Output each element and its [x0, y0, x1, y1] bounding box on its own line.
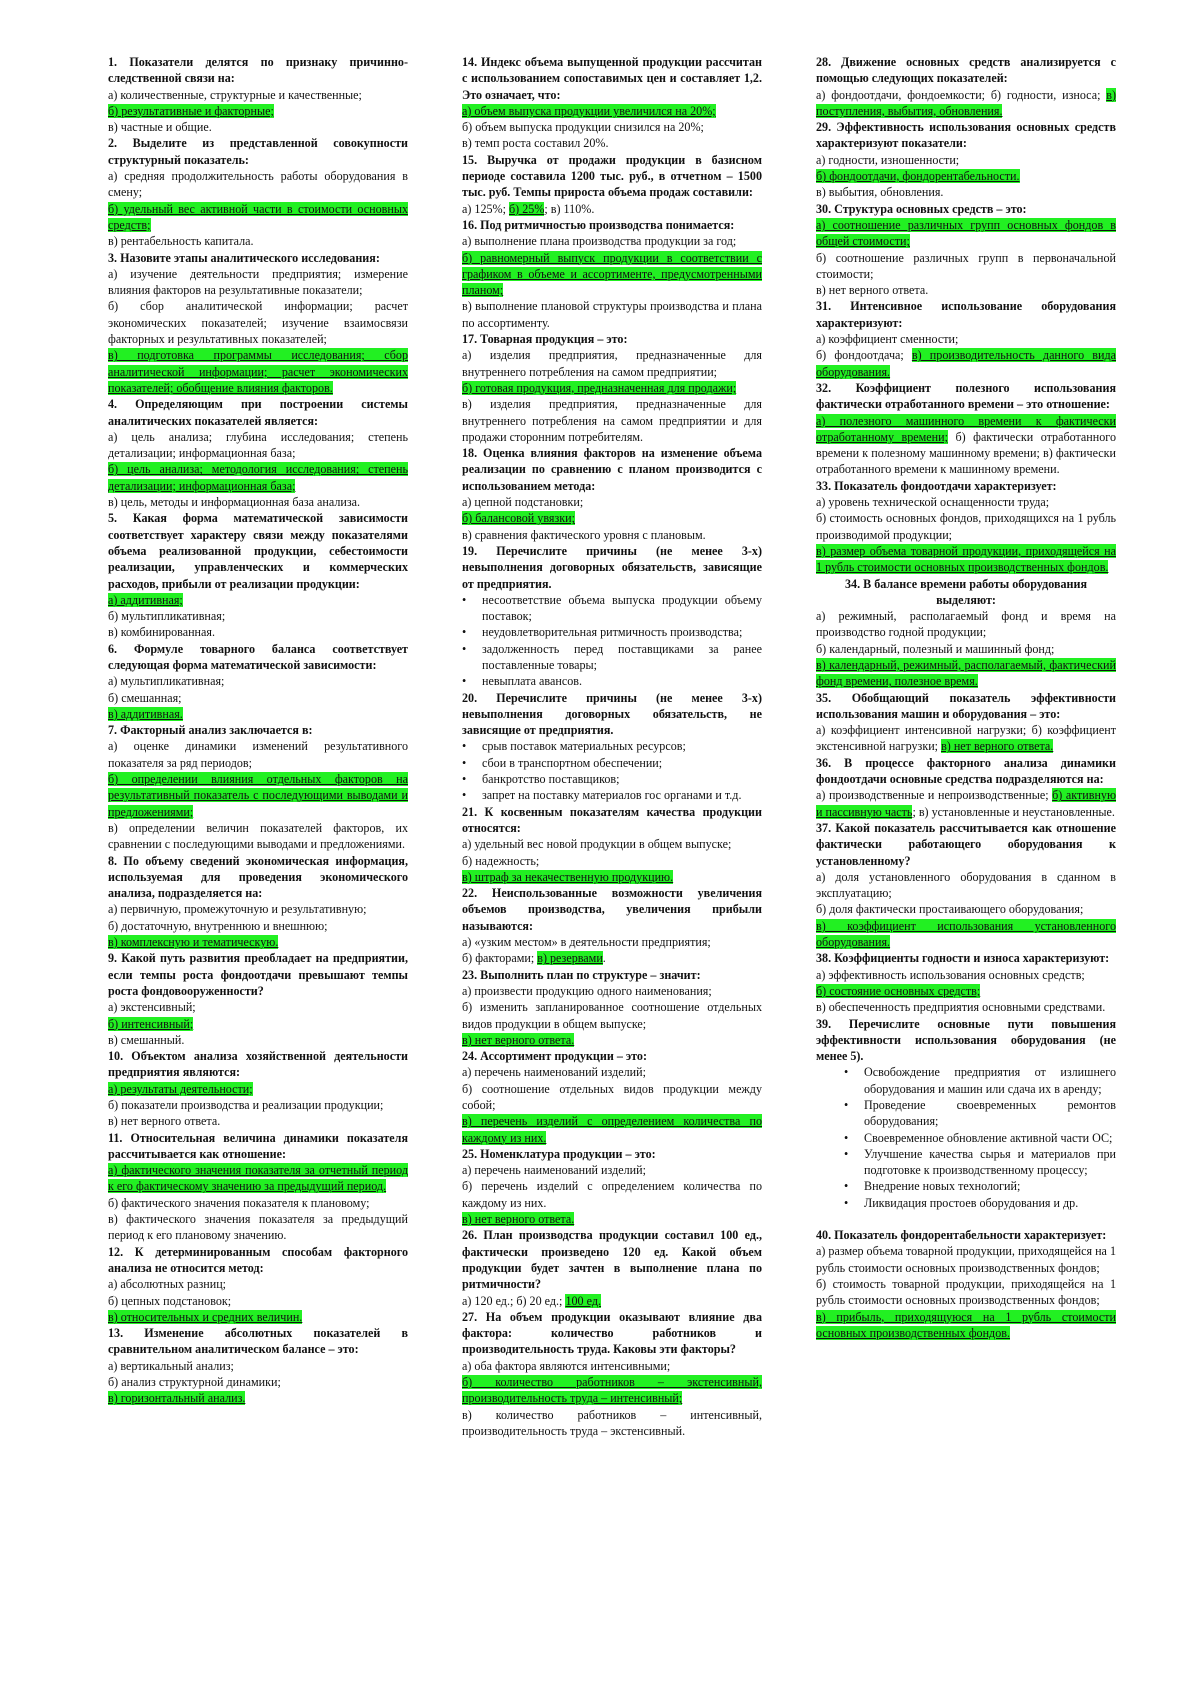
bullet-marker: • — [844, 1179, 849, 1194]
answer-option — [462, 1293, 762, 1309]
answer-text: б) достаточную, внутреннюю и внешнюю; — [108, 918, 328, 933]
answer-text: а) эффективность использования основных средств; — [816, 967, 1085, 982]
answer-option — [462, 1178, 762, 1211]
correct-answer-highlight: в) горизонтальный анализ. — [108, 1391, 246, 1406]
correct-answer — [816, 657, 1116, 690]
answer-text: а) выполнение плана производства продукции за год; — [462, 234, 737, 249]
correct-answer-highlight: в) нет верного ответа. — [941, 739, 1054, 754]
question-text: 24. Ассортимент продукции – это: — [462, 1049, 647, 1064]
answer-text: а) перечень наименований изделий; — [462, 1065, 646, 1080]
bullet-marker: • — [844, 1098, 849, 1112]
answer-text: а) экстенсивный; — [108, 1000, 196, 1015]
answer-fragment: б) факторами; — [462, 951, 538, 966]
bullet-item — [462, 641, 762, 674]
question-text: 40. Показатель фондорентабельности характеризует: — [816, 1228, 1107, 1243]
answer-option — [462, 396, 762, 445]
bullet-item — [844, 1064, 1116, 1097]
answer-option — [108, 1032, 408, 1048]
answer-option — [462, 1081, 762, 1114]
column-left — [108, 54, 408, 1698]
question-text: 23. Выполнить план по структуре – значит: — [462, 967, 701, 982]
bullet-marker: • — [844, 1065, 849, 1080]
answer-option — [108, 119, 408, 135]
answer-option — [108, 901, 408, 917]
question-text: 19. Перечислите причины (не менее 3-х) невыполнения договорных обязательств, зависящие от предприятия. — [462, 543, 762, 591]
correct-answer — [816, 983, 1116, 999]
answer-text: в) выбытия, обновления. — [816, 185, 944, 200]
correct-answer — [108, 1016, 408, 1032]
question-text: 3. Назовите этапы аналитического исследования: — [108, 250, 380, 265]
question-text: 7. Факторный анализ заключается в: — [108, 723, 313, 738]
answer-option — [108, 1358, 408, 1374]
answer-option — [816, 999, 1116, 1015]
correct-answer-highlight: в) поступления, выбытия, обновления. — [816, 87, 1116, 118]
question-text: 32. Коэффициент полезного использования фактически отработанного времени – это отношение: — [816, 380, 1116, 412]
correct-answer — [108, 347, 408, 396]
correct-answer-highlight: б) балансовой увязки; — [462, 511, 575, 526]
bullet-marker: • — [462, 739, 467, 754]
correct-answer-highlight: в) комплексную и тематическую. — [108, 935, 279, 950]
correct-answer-highlight: а) соотношение различных групп основных фондов в общей стоимости; — [816, 217, 1116, 249]
answer-text: а) перечень наименований изделий; — [462, 1163, 646, 1178]
correct-answer — [108, 1309, 408, 1325]
answer-fragment: а) 120 ед.; б) 20 ед.; — [462, 1293, 566, 1308]
correct-answer — [462, 1032, 762, 1048]
answer-text: а) изделия предприятия, предназначенные для внутреннего потребления на самом предприятии; — [462, 348, 762, 379]
answer-text: в) выполнение плановой структуры производства и плана по ассортименту. — [462, 299, 762, 330]
answer-option — [816, 494, 1116, 510]
answer-fragment: а) фондоотдачи, фондоемкости; б) годности, износа; — [816, 87, 1107, 102]
answer-text: б) смешанная; — [108, 690, 182, 705]
answer-text: б) соотношение отдельных видов продукции между собой; — [462, 1081, 762, 1112]
answer-text: в) рентабельность капитала. — [108, 234, 254, 249]
answer-option — [108, 1097, 408, 1113]
question-text: 37. Какой показатель рассчитывается как отношение фактически работающего оборудования к установленному? — [816, 820, 1116, 868]
answer-option — [462, 934, 762, 950]
correct-answer — [108, 1081, 408, 1097]
answer-text: а) коэффициент сменности; — [816, 332, 959, 347]
answer-text: в) изделия предприятия, предназначенные для внутреннего потребления на самом предприятии и для продажи сторонним потребителям. — [462, 397, 762, 444]
answer-option — [816, 347, 1116, 380]
bullet-marker: • — [844, 1146, 849, 1161]
answer-text: б) соотношение различных групп в первоначальной стоимости; — [816, 250, 1116, 281]
answer-text: а) произвести продукцию одного наименования; — [462, 983, 712, 998]
correct-answer-highlight: а) результаты деятельности; — [108, 1081, 253, 1096]
question-text: 10. Объектом анализа хозяйственной деятельности предприятия являются: — [108, 1049, 408, 1080]
correct-answer — [462, 250, 762, 299]
answer-option — [462, 527, 762, 543]
answer-option — [816, 282, 1116, 298]
question-text: 31. Интенсивное использование оборудования характеризуют: — [816, 299, 1116, 330]
answer-text: в) темп роста составил 20%. — [462, 136, 609, 151]
correct-answer — [108, 706, 408, 722]
answer-option — [462, 233, 762, 249]
answer-text: а) оценке динамики изменений результативного показателя за ряд периодов; — [108, 739, 408, 770]
bullet-item — [462, 755, 762, 771]
correct-answer-highlight: в) относительных и средних величин. — [108, 1309, 303, 1324]
answer-option — [816, 787, 1116, 820]
question-text: 34. В балансе времени работы оборудования выделяют: — [844, 576, 1088, 607]
bullet-item — [462, 624, 762, 640]
correct-answer-highlight: б) равномерный выпуск продукции в соответствии с графиком в объеме и ассортименте, предусмотренными планом; — [462, 250, 762, 298]
correct-answer-highlight: б) готовая продукция, предназначенная для продажи; — [462, 380, 737, 395]
answer-option — [816, 869, 1116, 902]
answer-text: а) годности, изношенности; — [816, 152, 960, 167]
answer-option — [462, 1358, 762, 1374]
answer-text: б) стоимость товарной продукции, приходящейся на 1 рубль стоимости основных производственных фондов; — [816, 1276, 1116, 1308]
answer-option — [108, 999, 408, 1015]
correct-answer — [462, 1113, 762, 1146]
answer-text: б) доля фактически простаивающего оборудования; — [816, 902, 1084, 917]
question-text: 18. Оценка влияния факторов на изменение объема реализации по сравнению с планом производится с использованием метода: — [462, 446, 762, 493]
answer-option — [462, 950, 762, 966]
answer-option — [462, 347, 762, 380]
correct-answer — [108, 103, 408, 119]
correct-answer-highlight: в) штраф за некачественную продукцию. — [462, 869, 674, 884]
correct-answer — [462, 1211, 762, 1227]
answer-option — [108, 233, 408, 249]
answer-fragment: . — [602, 951, 606, 966]
question-text: 1. Показатели делятся по признаку причинно-следственной связи на: — [108, 55, 408, 86]
correct-answer — [816, 918, 1116, 951]
bullet-text: Освобождение предприятия от излишнего оборудования и машин или сдача их в аренду; — [864, 1065, 1116, 1096]
bullet-text: неудовлетворительная ритмичность производства; — [482, 625, 743, 640]
answer-text: а) вертикальный анализ; — [108, 1358, 234, 1373]
answer-option — [108, 298, 408, 347]
answer-text: а) абсолютных разниц; — [108, 1277, 227, 1292]
question-text: 26. План производства продукции составил 100 ед., фактически произведено 120 ед. Какой объем продукции будет зачтен в выполнение плана по ритмичности? — [462, 1228, 762, 1292]
answer-option — [108, 690, 408, 706]
bullet-text: срыв поставок материальных ресурсов; — [482, 739, 686, 754]
answer-option — [462, 494, 762, 510]
question-text: 33. Показатель фондоотдачи характеризует: — [816, 478, 1057, 493]
bullet-item — [844, 1146, 1116, 1179]
answer-text: а) «узким местом» в деятельности предприятия; — [462, 935, 711, 950]
answer-option — [816, 87, 1116, 120]
answer-text: в) цель, методы и информационная база анализа. — [108, 495, 361, 510]
answer-fragment: ; в) установленные и неустановленные. — [912, 804, 1115, 819]
correct-answer — [816, 543, 1116, 576]
question-text: 39. Перечислите основные пути повышения эффективности использования оборудования (не менее 5). — [816, 1016, 1116, 1064]
correct-answer — [108, 934, 408, 950]
answer-option — [108, 429, 408, 462]
question-text: 35. Обобщающий показатель эффективности использования машин и оборудования – это: — [816, 690, 1116, 721]
question-text: 25. Номенклатура продукции – это: — [462, 1146, 656, 1161]
answer-fragment: а) 125%; — [462, 201, 510, 216]
answer-option — [108, 673, 408, 689]
answer-fragment: ; в) 110%. — [544, 201, 595, 216]
answer-fragment: а) коэффициент интенсивной нагрузки; б) коэффициент экстенсивной нагрузки; — [816, 723, 1116, 754]
answer-text: в) обеспеченность предприятия основными средствами. — [816, 1000, 1106, 1015]
answer-text: в) частные и общие. — [108, 120, 212, 135]
answer-text: б) мультипликативная; — [108, 609, 226, 624]
answer-text: а) количественные, структурные и качественные; — [108, 87, 362, 102]
correct-answer-highlight: а) фактического значения показателя за отчетный период к его фактическому значению за предыдущий период. — [108, 1163, 408, 1194]
answer-text: в) количество работников – интенсивный, производительность труда – экстенсивный. — [462, 1407, 762, 1438]
correct-answer-highlight: в) перечень изделий с определением количества по каждому из них. — [462, 1114, 762, 1145]
question-text: 6. Формуле товарного баланса соответствует следующая форма математической зависимости: — [108, 641, 408, 672]
bullet-marker: • — [844, 1195, 849, 1210]
bullet-item — [844, 1178, 1116, 1194]
column-middle — [462, 54, 762, 1698]
answer-option — [816, 250, 1116, 283]
correct-answer-highlight: б) определении влияния отдельных факторов на результативный показатель с последующими выводами и предложениями; — [108, 772, 408, 819]
answer-option — [108, 168, 408, 201]
bullet-marker: • — [462, 772, 467, 787]
answer-text: в) фактического значения показателя за предыдущий период к его плановому значению. — [108, 1212, 408, 1243]
answer-option — [108, 1374, 408, 1390]
correct-answer-highlight: б) количество работников – экстенсивный, производительность труда – интенсивный; — [462, 1375, 762, 1406]
question-text: 12. К детерминированным способам факторного анализа не относится метод: — [108, 1244, 408, 1275]
correct-answer — [462, 380, 762, 396]
answer-option — [816, 510, 1116, 543]
answer-text: а) средняя продолжительность работы оборудования в смену; — [108, 169, 408, 200]
answer-text: а) уровень технической оснащенности труда; — [816, 495, 1050, 510]
answer-text: б) показатели производства и реализации продукции; — [108, 1098, 384, 1112]
answer-text: б) надежность; — [462, 853, 540, 868]
answer-option — [108, 738, 408, 771]
answer-text: б) анализ структурной динамики; — [108, 1375, 281, 1390]
bullet-marker: • — [462, 592, 467, 607]
correct-answer-highlight: 100 ед. — [565, 1293, 602, 1308]
answer-option — [462, 298, 762, 331]
bullet-text: невыплата авансов. — [482, 674, 582, 689]
answer-text: а) оба фактора являются интенсивными; — [462, 1358, 671, 1373]
answer-text: а) размер объема товарной продукции, приходящейся на 1 рубль стоимости основных производственных фондов; — [816, 1244, 1116, 1275]
question-text: 20. Перечислите причины (не менее 3-х) невыполнения договорных обязательств, не зависящие от предприятия. — [462, 690, 762, 738]
correct-answer-highlight: в) резервами — [537, 951, 603, 966]
bullet-item — [462, 787, 762, 803]
answer-option — [108, 820, 408, 853]
correct-answer-highlight: б) результативные и факторные; — [108, 103, 274, 118]
bullet-item — [462, 673, 762, 689]
answer-option — [108, 1211, 408, 1244]
answer-option — [816, 641, 1116, 657]
answer-text: б) изменить запланированное соотношение отдельных видов продукции в общем выпуске; — [462, 1000, 762, 1031]
answer-option — [462, 1407, 762, 1440]
answer-option — [108, 608, 408, 624]
answer-text: а) цель анализа; глубина исследования; степень детализации; информационная база; — [108, 429, 408, 461]
answer-option — [108, 494, 408, 510]
correct-answer-highlight: б) цель анализа; методология исследования; степень детализации; информационная база; — [108, 462, 408, 493]
correct-answer-highlight: в) коэффициент использования установленного оборудования. — [816, 918, 1116, 950]
correct-answer-highlight: в) производительность данного вида оборудования. — [816, 348, 1116, 379]
correct-answer — [816, 168, 1116, 184]
answer-option — [462, 135, 762, 151]
bullet-item — [844, 1097, 1116, 1130]
bullet-text: запрет на поставку материалов гос органами и т.д. — [482, 788, 742, 803]
bullet-item — [844, 1195, 1116, 1211]
bullet-text: Внедрение новых технологий; — [864, 1179, 1021, 1194]
correct-answer — [462, 1374, 762, 1407]
answer-option — [816, 722, 1116, 755]
correct-answer-highlight: б) интенсивный; — [108, 1016, 194, 1031]
question-text: 14. Индекс объема выпущенной продукции рассчитан с использованием сопоставимых цен и составляет 1,2. Это означает, что: — [462, 55, 762, 102]
question-text: 27. На объем продукции оказывают влияние два фактора: количество работников и производительность труда. Каковы эти факторы? — [462, 1309, 762, 1357]
answer-option — [816, 152, 1116, 168]
answer-option — [108, 624, 408, 640]
answer-text: б) цепных подстановок; — [108, 1293, 232, 1308]
bullet-item — [462, 738, 762, 754]
correct-answer — [108, 1162, 408, 1195]
question-text: 30. Структура основных средств – это: — [816, 201, 1027, 216]
answer-option — [462, 999, 762, 1032]
bullet-marker: • — [462, 755, 467, 770]
answer-text: а) доля установленного оборудования в сданном в эксплуатацию; — [816, 869, 1116, 901]
answer-text: б) объем выпуска продукции снизился на 20%; — [462, 120, 704, 135]
correct-answer-highlight: б) фондоотдачи, фондорентабельности. — [816, 169, 1020, 184]
answer-fragment: б) фондоотдача; — [816, 348, 912, 363]
question-text: 38. Коэффициенты годности и износа характеризуют: — [816, 951, 1110, 966]
bullet-text: несоответствие объема выпуска продукции объему поставок; — [482, 592, 762, 624]
answer-text: б) календарный, полезный и машинный фонд; — [816, 641, 1055, 656]
answer-option — [462, 1162, 762, 1178]
answer-text: в) нет верного ответа. — [108, 1114, 221, 1129]
correct-answer-highlight: в) прибыль, приходящуюся на 1 рубль стоимости основных производственных фондов. — [816, 1309, 1116, 1340]
correct-answer — [108, 1390, 408, 1406]
bullet-item — [462, 592, 762, 625]
answer-text: в) смешанный. — [108, 1032, 185, 1047]
question-text: 17. Товарная продукция – это: — [462, 332, 628, 347]
correct-answer — [108, 771, 408, 820]
question-text: 36. В процессе факторного анализа динамики фондоотдачи основные средства подразделяются на: — [816, 755, 1116, 787]
bullet-marker: • — [844, 1130, 849, 1145]
question-text: 29. Эффективность использования основных средств характеризуют показатели: — [816, 120, 1116, 151]
column-right — [816, 54, 1116, 1698]
correct-answer-highlight: б) 25% — [509, 201, 545, 216]
answer-option — [816, 1276, 1116, 1309]
correct-answer — [462, 510, 762, 526]
question-text: 13. Изменение абсолютных показателей в сравнительном аналитическом балансе – это: — [108, 1326, 408, 1357]
answer-text: б) стоимость основных фондов, приходящихся на 1 рубль производимой продукции; — [816, 511, 1116, 542]
answer-text: а) первичную, промежуточную и результативную; — [108, 902, 367, 917]
answer-option — [816, 608, 1116, 641]
answer-option — [108, 1113, 408, 1129]
correct-answer — [462, 869, 762, 885]
correct-answer-highlight: б) активную и пассивную часть — [816, 788, 1116, 819]
correct-answer-highlight: в) календарный, режимный, располагаемый, фактический фонд времени, полезное время. — [816, 657, 1116, 689]
answer-option — [462, 836, 762, 852]
bullet-text: Проведение своевременных ремонтов оборудования; — [864, 1098, 1116, 1129]
question-text: 5. Какая форма математической зависимости соответствует характеру связи между показателями объема реализованной продукции, себестоимости реализации, управленческих и коммерческих расходов, прибыли от реализации продукции: — [108, 511, 408, 591]
bullet-text: Своевременное обновление активной части ОС; — [864, 1130, 1113, 1145]
question-text: 11. Относительная величина динамики показателя рассчитывается как отношение: — [108, 1130, 408, 1161]
bullet-marker: • — [462, 641, 467, 656]
answer-text: в) нет верного ответа. — [816, 283, 929, 298]
answer-text: б) перечень изделий с определением количества по каждому из них. — [462, 1179, 762, 1210]
answer-option — [816, 184, 1116, 200]
question-text: 22. Неиспользованные возможности увеличения объемов производства, увеличения прибыли называются: — [462, 886, 762, 933]
bullet-item — [844, 1130, 1116, 1146]
answer-text: в) сравнения фактического уровня с плановым. — [462, 527, 706, 542]
answer-text: а) изучение деятельности предприятия; измерение влияния факторов на результативные показатели; — [108, 266, 408, 298]
bullet-text: Улучшение качества сырья и материалов при подготовке к производственному процессу; — [864, 1146, 1116, 1178]
bullet-text: банкротство поставщиков; — [482, 772, 620, 787]
correct-answer — [462, 103, 762, 119]
bullet-text: Ликвидация простоев оборудования и др. — [864, 1195, 1079, 1210]
answer-option — [462, 1064, 762, 1080]
answer-text: б) сбор аналитической информации; расчет экономических показателей; изучение взаимосвязи факторных и результативных показателей; — [108, 299, 408, 347]
answer-text: а) удельный вес новой продукции в общем выпуске; — [462, 837, 732, 852]
answer-option — [462, 201, 762, 217]
bullet-marker: • — [462, 788, 467, 803]
answer-text: а) мультипликативная; — [108, 674, 225, 689]
answer-fragment: б) фактически отработанного времени к полезному машинному времени; в) фактически отработанного времени к машинному времени. — [816, 429, 1116, 477]
answer-text: в) определении величин показателей факторов, их сравнении с последующими выводами и предложениями. — [108, 820, 408, 852]
answer-option — [816, 1243, 1116, 1276]
question-text: 2. Выделите из представленной совокупности структурный показатель: — [108, 136, 408, 167]
answer-option — [816, 967, 1116, 983]
answer-text: б) фактического значения показателя к плановому; — [108, 1195, 370, 1210]
correct-answer-highlight: а) объем выпуска продукции увеличился на 20%; — [462, 103, 716, 118]
answer-option — [108, 1195, 408, 1211]
correct-answer-highlight: в) нет верного ответа. — [462, 1032, 575, 1047]
answer-option — [108, 266, 408, 299]
bullet-marker: • — [462, 625, 467, 640]
answer-option — [816, 901, 1116, 917]
answer-option — [108, 1293, 408, 1309]
question-text: 28. Движение основных средств анализируется с помощью следующих показателей: — [816, 55, 1116, 86]
answer-option — [816, 331, 1116, 347]
correct-answer — [108, 461, 408, 494]
question-text: 16. Под ритмичностью производства понимается: — [462, 217, 735, 232]
question-text: 4. Определяющим при построении системы аналитических показателей является: — [108, 397, 408, 428]
bullet-text: задолженность перед поставщиками за ранее поставленные товары; — [482, 641, 762, 672]
answer-text: а) цепной подстановки; — [462, 495, 584, 510]
answer-option — [108, 1276, 408, 1292]
correct-answer-highlight: в) нет верного ответа. — [462, 1212, 575, 1227]
question-text: 8. По объему сведений экономическая информация, используемая для проведения экономического анализа, подразделяется на: — [108, 853, 408, 901]
correct-answer-highlight: б) состояние основных средств; — [816, 983, 981, 998]
correct-answer-highlight: а) аддитивная; — [108, 592, 183, 607]
correct-answer-highlight: а) полезного машинного времени к фактически отработанному времени; — [816, 413, 1116, 444]
bullet-text: сбои в транспортном обеспечении; — [482, 755, 663, 770]
question-text: 15. Выручка от продажи продукции в базисном периоде составила 1200 тыс. руб., в отчетном – 1500 тыс. руб. Темпы прироста объема продаж составили: — [462, 152, 762, 200]
answer-option — [108, 87, 408, 103]
answer-option — [462, 853, 762, 869]
correct-answer — [816, 1309, 1116, 1342]
answer-text: а) режимный, располагаемый фонд и время на производство годной продукции; — [816, 609, 1116, 640]
bullet-marker: • — [462, 674, 467, 689]
answer-option — [462, 983, 762, 999]
question-text: 21. К косвенным показателям качества продукции относятся: — [462, 804, 762, 835]
bullet-item — [462, 771, 762, 787]
correct-answer-highlight: в) размер объема товарной продукции, приходящейся на 1 рубль стоимости основных производственных фондов. — [816, 543, 1116, 575]
correct-answer — [108, 201, 408, 234]
correct-answer — [816, 217, 1116, 250]
correct-answer-highlight: в) подготовка программы исследования; сбор аналитической информации; расчет экономических показателей; обобщение влияния факторов. — [108, 348, 408, 395]
answer-option — [462, 119, 762, 135]
answer-option — [108, 918, 408, 934]
answer-option — [816, 413, 1116, 478]
answer-fragment: а) производственные и непроизводственные; — [816, 788, 1053, 803]
correct-answer-highlight: в) аддитивная. — [108, 706, 183, 721]
correct-answer — [108, 592, 408, 608]
correct-answer-highlight: б) удельный вес активной части в стоимости основных средств; — [108, 201, 408, 232]
answer-text: в) комбинированная. — [108, 625, 215, 640]
blank-line — [816, 1211, 1116, 1227]
question-text: 9. Какой путь развития преобладает на предприятии, если темпы роста фондоотдачи превышают темпы роста фондовооруженности? — [108, 951, 408, 998]
